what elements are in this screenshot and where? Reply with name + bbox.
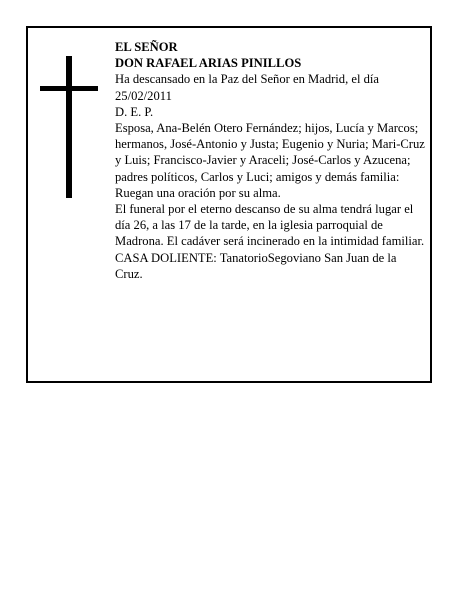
family-list: Esposa, Ana-Belén Otero Fernández; hijos, Lucía y Marcos; hermanos, José-Antonio y Justa; Eugenio y Nuria; Mari-Cruz y Luis; Francisco-Javier y Araceli; José-Carlos y Azucena; padres políticos, Carlos y Luci; amigos y demás familia: [115, 121, 425, 184]
cross-horizontal-bar [40, 86, 98, 91]
deceased-name: DON RAFAEL ARIAS PINILLOS [115, 56, 302, 71]
obituary-notice [26, 26, 432, 383]
notice-heading-title: EL SEÑOR [115, 40, 178, 54]
cross-vertical-bar [66, 56, 72, 198]
rip-line: D. E. P. [115, 104, 154, 119]
notice-text [115, 39, 425, 282]
funeral-details: El funeral por el eterno descanso de su alma tendrá lugar el día 26, a las 17 de la tarde, en la iglesia parroquial de Madrona. El cadáver será incinerado en la intimidad familiar. [115, 202, 425, 249]
death-statement: Ha descansado en la Paz del Señor en Madrid, el día 25/02/2011 [115, 72, 380, 103]
casa-doliente: CASA DOLIENTE: TanatorioSegoviano San Juan de la Cruz. [115, 250, 397, 281]
cross-icon [40, 56, 98, 198]
prayer-request: Ruegan una oración por su alma. [115, 185, 281, 200]
